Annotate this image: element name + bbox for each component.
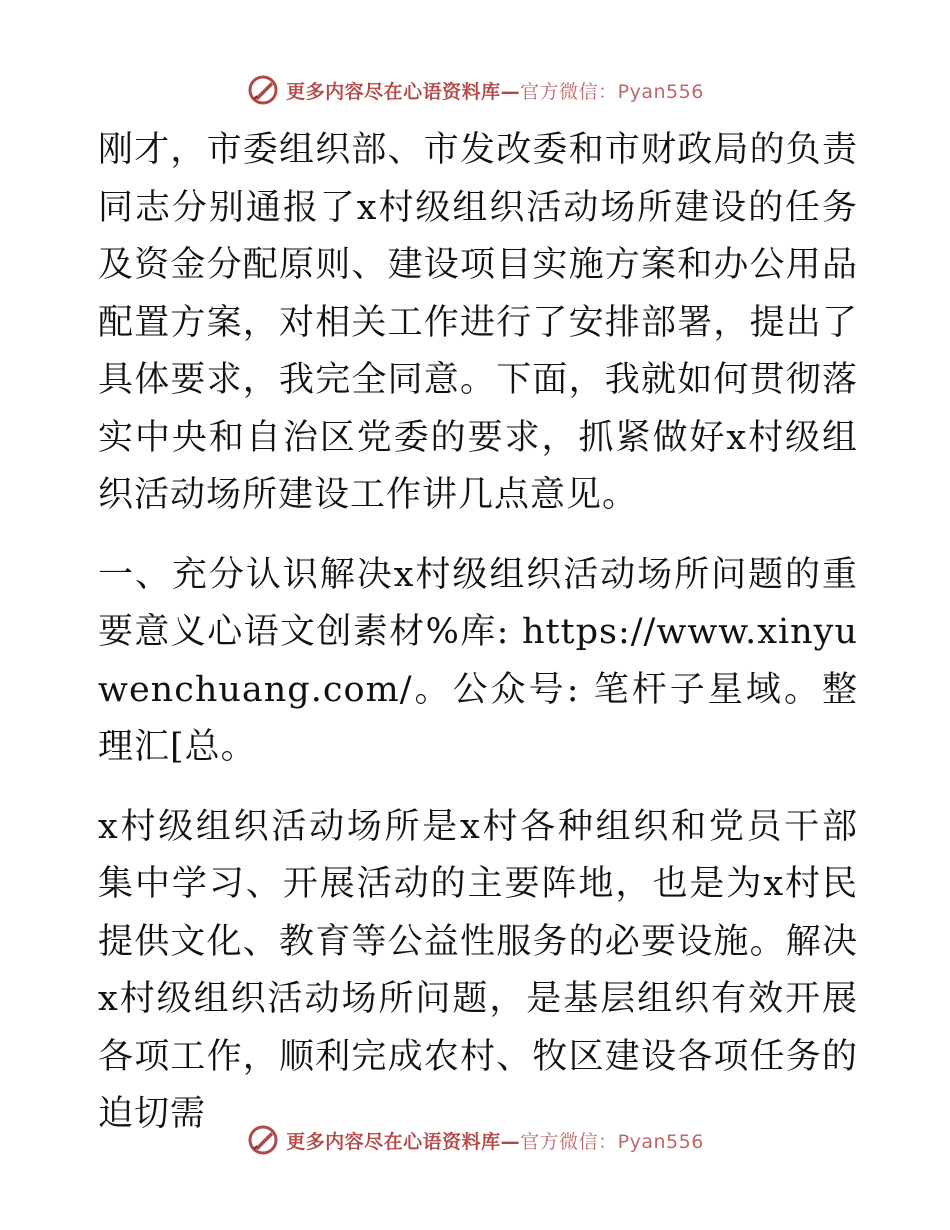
header-watermark-slogan: 更多内容尽在心语资料库— bbox=[286, 80, 521, 103]
header-watermark-text bbox=[286, 77, 704, 104]
paragraph-intro: 刚才，市委组织部、市发改委和市财政局的负责同志分别通报了x村级组织活动场所建设的任务及资金分配原则、建设项目实施方案和办公用品配置方案，对相关工作进行了安排部署，提出了具体要求，我完全同意。下面，我就如何贯彻落实中央和自治区党委的要求，抓紧做好x村级组织活动场所建设工作讲几点意见。 bbox=[98, 130, 858, 515]
footer-watermark-wechat: 官方微信：Pyan556 bbox=[520, 1130, 704, 1153]
paragraph-body: x村级组织活动场所是x村各种组织和党员干部集中学习、开展活动的主要阵地，也是为x村民提供文化、教育等公益性服务的必要设施。解决x村级组织活动场所问题，是基层组织有效开展各项工作，顺利完成农村、牧区建设各项任务的迫切需 bbox=[98, 806, 858, 1134]
paragraph-section-heading: 一、充分认识解决x村级组织活动场所问题的重要意义心语文创素材%库: https://www.xinyuwenchuang.com/。公众号: 笔杆子星域。整理汇[总。 bbox=[98, 554, 858, 767]
document-body bbox=[98, 122, 858, 1144]
footer-watermark-text bbox=[286, 1127, 704, 1154]
quill-logo-icon bbox=[246, 73, 280, 107]
footer-watermark-banner bbox=[0, 1120, 950, 1160]
footer-watermark-slogan: 更多内容尽在心语资料库— bbox=[286, 1130, 521, 1153]
quill-logo-icon bbox=[246, 1123, 280, 1157]
header-watermark-wechat: 官方微信：Pyan556 bbox=[520, 80, 704, 103]
header-watermark-banner bbox=[0, 70, 950, 110]
